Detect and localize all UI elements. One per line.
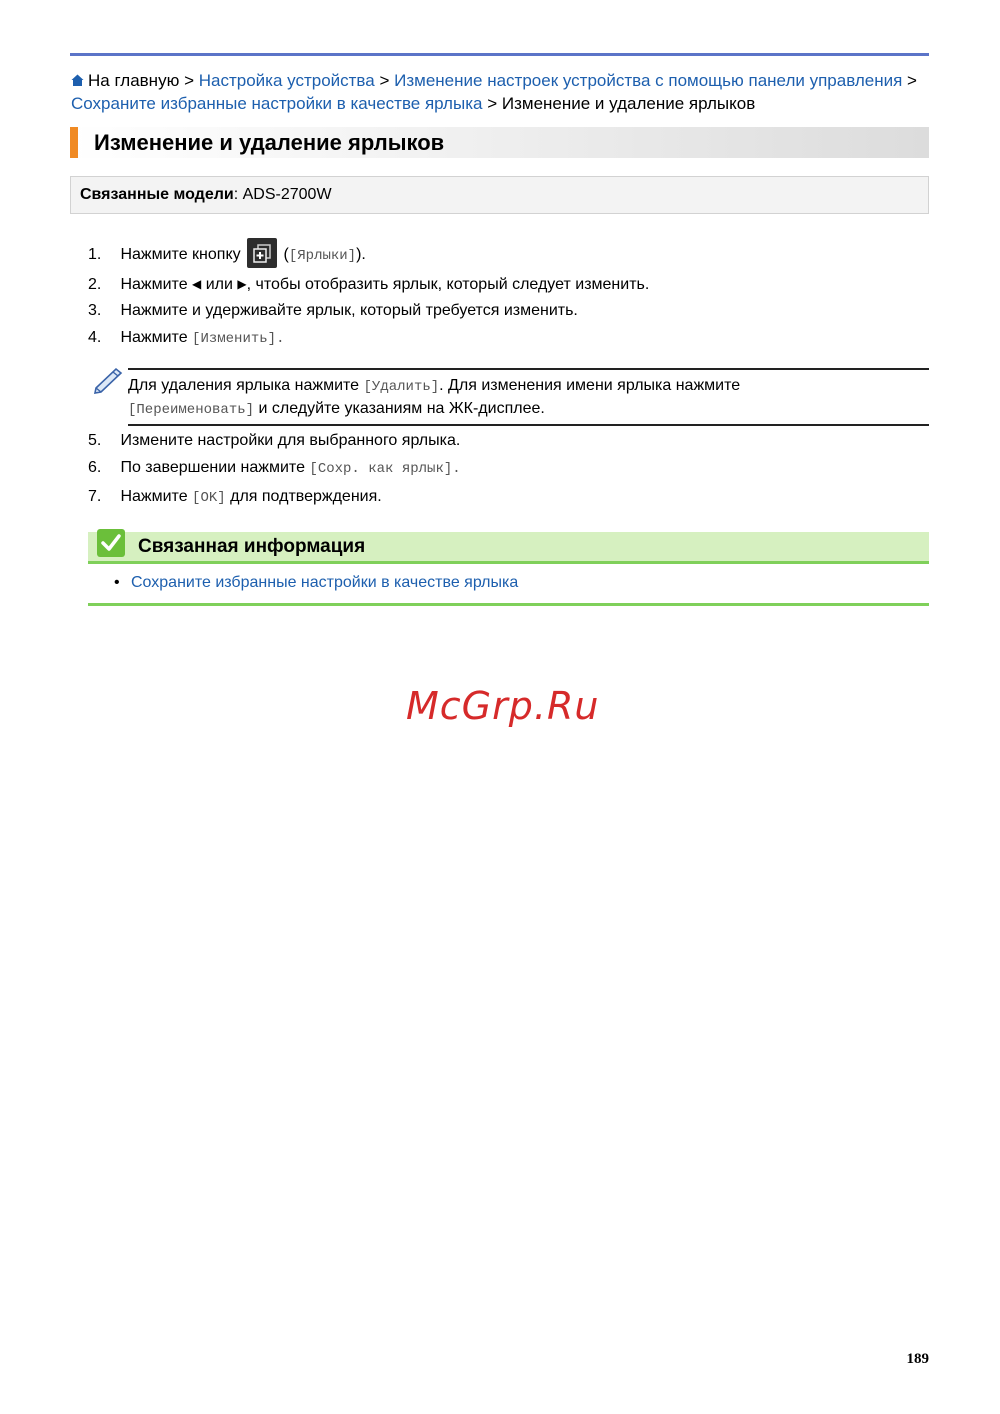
breadcrumb-current: Изменение и удаление ярлыков — [501, 93, 756, 113]
related-models-box — [70, 176, 929, 214]
save-as-shortcut-code: [Сохр. как ярлык] — [309, 461, 453, 477]
note-bottom-rule — [128, 424, 929, 426]
note-text — [128, 375, 918, 421]
step-text: Нажмите — [120, 329, 188, 346]
step-text: или — [205, 276, 233, 293]
title-bar — [70, 127, 929, 158]
related-info-title: Связанная информация — [138, 536, 366, 557]
breadcrumb-link-save-shortcut[interactable]: Сохраните избранные настройки в качестве ярлыка — [71, 93, 483, 113]
top-rule — [70, 53, 929, 56]
step-text: , чтобы отобразить ярлык, который следует изменить. — [246, 276, 650, 293]
note-part: . Для изменения имени ярлыка нажмите — [439, 377, 741, 394]
breadcrumb-separator: > — [184, 71, 194, 90]
step-text: . — [452, 461, 461, 477]
step-6 — [88, 458, 461, 479]
step-number: 7. — [88, 488, 102, 505]
step-number: 6. — [88, 459, 102, 476]
step-text: Нажмите — [120, 276, 188, 293]
related-link-save-shortcut[interactable]: Сохраните избранные настройки в качестве ярлыка — [131, 574, 519, 591]
step-text: Измените настройки для выбранного ярлыка. — [120, 432, 461, 449]
page-title: Изменение и удаление ярлыков — [94, 130, 445, 155]
breadcrumb — [71, 70, 931, 114]
related-models-value: : ADS-2700W — [233, 186, 332, 203]
step-2 — [88, 274, 649, 295]
shortcuts-code: [Ярлыки] — [288, 248, 357, 265]
related-models — [80, 185, 332, 205]
watermark: McGrp.Ru — [406, 684, 600, 728]
related-bottom-rule — [88, 603, 929, 606]
related-models-label: Связанные модели — [80, 186, 234, 203]
step-text: Нажмите — [120, 488, 188, 505]
edit-code: [Изменить] — [192, 331, 277, 347]
step-text: для подтверждения. — [230, 488, 382, 505]
page-number: 189 — [906, 1351, 929, 1367]
step-1 — [88, 240, 366, 270]
pencil-icon — [92, 366, 124, 399]
step-text: ). — [356, 246, 366, 264]
left-arrow-icon: ◀ — [192, 277, 202, 291]
bullet: • — [114, 574, 120, 591]
checkmark-icon — [97, 529, 125, 557]
right-arrow-icon: ▶ — [237, 277, 247, 291]
step-text: Нажмите и удерживайте ярлык, который требуется изменить. — [120, 302, 578, 319]
note-top-rule — [128, 368, 929, 370]
note-part: Для удаления ярлыка нажмите — [128, 377, 360, 394]
shortcuts-button-icon — [247, 238, 277, 268]
related-info-header — [88, 532, 929, 564]
related-list-item — [114, 573, 518, 593]
step-3 — [88, 301, 578, 321]
step-number: 5. — [88, 432, 102, 449]
step-number: 4. — [88, 329, 102, 346]
breadcrumb-separator: > — [379, 71, 390, 90]
step-4 — [88, 328, 284, 349]
ok-code: [OK] — [192, 490, 226, 506]
home-icon[interactable] — [71, 71, 84, 93]
breadcrumb-separator: > — [487, 93, 498, 113]
title-accent — [70, 127, 78, 158]
breadcrumb-separator: > — [907, 71, 917, 90]
step-number: 2. — [88, 276, 102, 293]
step-text: ( — [283, 246, 289, 264]
step-number: 3. — [88, 302, 102, 319]
step-text: По завершении нажмите — [120, 459, 305, 476]
step-text: Нажмите кнопку — [120, 246, 241, 264]
breadcrumb-link-device-settings[interactable]: Настройка устройства — [198, 71, 375, 90]
note-part: и следуйте указаниям на ЖК-дисплее. — [258, 400, 545, 417]
delete-code: [Удалить] — [363, 379, 440, 395]
step-7 — [88, 487, 382, 508]
step-text: . — [276, 331, 285, 347]
rename-code: [Переименовать] — [128, 402, 255, 418]
step-number: 1. — [88, 246, 102, 264]
breadcrumb-home-link[interactable]: На главную — [88, 71, 180, 90]
step-5 — [88, 431, 460, 451]
breadcrumb-link-change-settings[interactable]: Изменение настроек устройства с помощью панели управления — [394, 71, 903, 90]
